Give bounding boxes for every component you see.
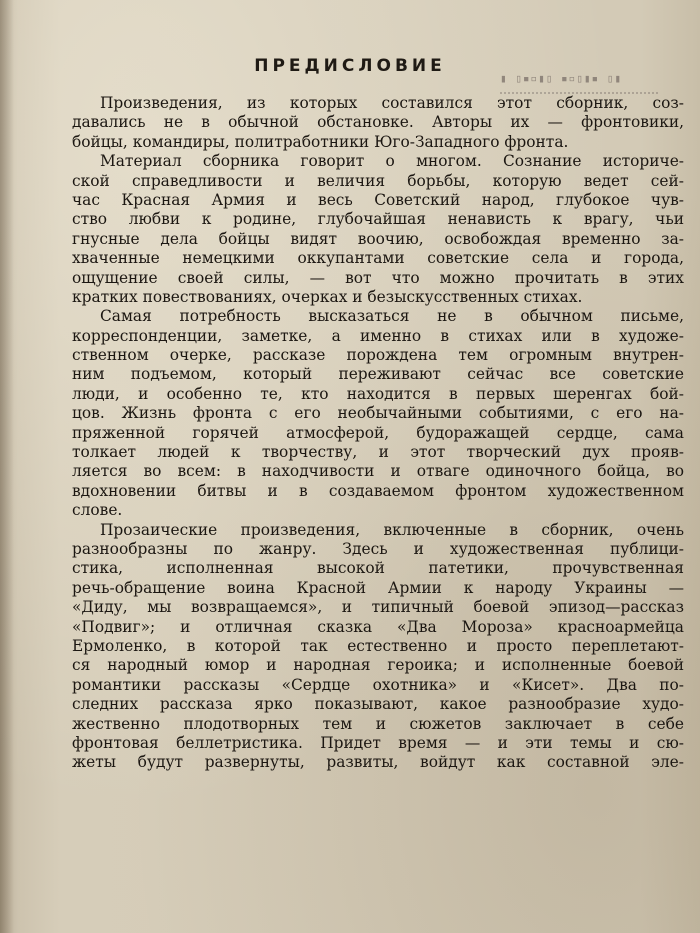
text-line: ство любви к родине, глубочайшая ненависть к врагу, чьи: [72, 210, 684, 229]
text-line: пряженной горячей атмосферой, будоражащей сердце, сама: [72, 423, 684, 442]
text-line: час Красная Армия и весь Советский народ, глубокое чув-: [72, 190, 684, 209]
text-line: Самая потребность высказаться не в обычном письме,: [100, 307, 684, 326]
text-line: разнообразны по жанру. Здесь и художественная публици-: [72, 539, 684, 558]
text-line: хваченные немецкими оккупантами советские села и города,: [72, 249, 684, 268]
page-heading: ПРЕДИСЛОВИЕ: [254, 56, 446, 76]
text-line: Произведения, из которых составился этот сборник, соз-: [100, 94, 684, 112]
text-line: Прозаические произведения, включенные в сборник, очень: [100, 520, 684, 539]
text-line: ственном очерке, рассказе порождена тем огромным внутрен-: [72, 346, 684, 365]
text-line: стика, исполненная высокой патетики, прочувственная: [72, 559, 684, 578]
text-line: «Диду, мы возвращаемся», и типичный боевой эпизод—рассказ: [72, 598, 684, 617]
text-line: ощущение своей силы, — вот что можно прочитать в этих: [72, 268, 684, 287]
text-line: жественно плодотворных тем и сюжетов заключает в себе: [72, 714, 684, 733]
text-line: романтики рассказы «Сердце охотника» и «Кисет». Два по-: [72, 675, 684, 694]
text-line: Материал сборника говорит о многом. Сознание историче-: [100, 152, 684, 171]
text-line: слове.: [72, 501, 123, 520]
text-line: толкает людей к творчеству, и этот творческий дух прояв-: [72, 443, 684, 462]
text-line: ской справедливости и величия борьбы, которую ведет сей-: [72, 171, 684, 190]
text-line: жеты будут развернуты, развиты, войдут как составной эле-: [72, 753, 684, 772]
text-line: ним подъемом, который переживают сейчас все советские: [72, 365, 684, 384]
text-line: вдохновении битвы и в создаваемом фронтом художественном: [72, 481, 684, 500]
preface-text: [72, 94, 684, 773]
library-stamp: ▮ ▯▪▫▮▯ ▪▫▯▮▪ ▯▮: [500, 72, 658, 94]
text-line: ляется во всем: в находчивости и отваге одиночного бойца, во: [72, 462, 684, 481]
text-line: цов. Жизнь фронта с его необычайными событиями, с его на-: [72, 404, 684, 423]
text-line: следних рассказа ярко показывают, какое разнообразие худо-: [72, 695, 684, 714]
text-line: бойцы, командиры, политработники Юго-Западного фронта.: [72, 132, 569, 151]
text-line: кратких повествованиях, очерках и безыскусственных стихах.: [72, 287, 583, 306]
text-line: Ермоленко, в которой так естественно и просто переплетают-: [72, 636, 684, 655]
text-line: речь-обращение воина Красной Армии к народу Украины —: [72, 578, 684, 597]
text-line: давались не в обычной обстановке. Авторы их — фронтовики,: [72, 113, 684, 132]
text-line: люди, и особенно те, кто находится в первых шеренгах бой-: [72, 384, 684, 403]
text-line: гнусные дела бойцы видят воочию, освобождая временно за-: [72, 229, 684, 248]
text-line: корреспонденции, заметке, а именно в стихах или в художе-: [72, 326, 684, 345]
text-line: фронтовая беллетристика. Придет время — и эти темы и сю-: [72, 733, 684, 752]
text-line: ся народный юмор и народная героика; и исполненные боевой: [72, 656, 684, 675]
text-line: «Подвиг»; и отличная сказка «Два Мороза» красноармейца: [72, 617, 684, 636]
binding-shadow: [0, 0, 14, 933]
